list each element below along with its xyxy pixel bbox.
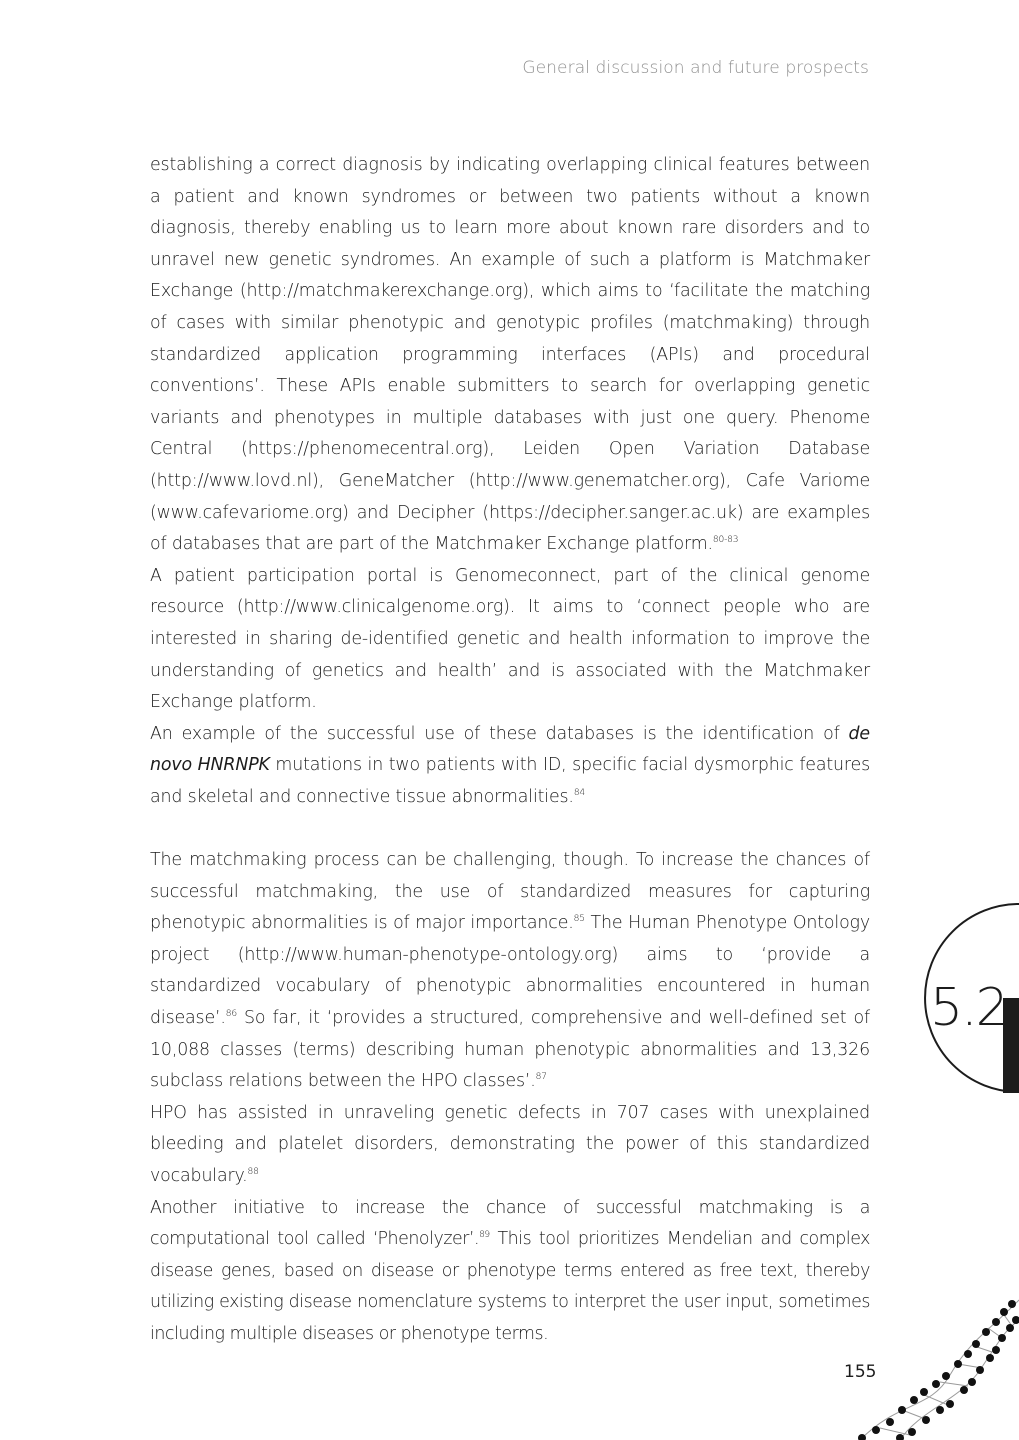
paragraph-text: HPO has assisted in unraveling genetic defects in 707 cases with unexplained bleeding and platelet disorders, demonstrating the power of this standardized vocabulary. [150,1102,870,1186]
reference-superscript: 87 [535,1072,547,1083]
paragraph-text: So far, it ‘provides a structured, comprehensive and well-defined set of 10,088 classes (terms) describing human phenotypic abnormalities and 13,326 subclass relations between the HPO classes’. [150,1008,870,1092]
paragraph-phenolyzer [150,1193,870,1351]
paragraph-text: This tool prioritizes Mendelian and complex disease genes, based on disease or phenotype terms entered as free text, thereby utilizing existing disease nomenclature systems to interpret the user input, sometimes including multiple diseases or phenotype terms. [150,1229,870,1344]
italic-gene-term: de novo HNRNPK [150,723,870,776]
paragraph-text: A patient participation portal is Genomeconnect, part of the clinical genome resource (http://www.clinicalgenome.org). It aims to ‘connect people who are interested in sharing de-identified genetic and health information to improve the understanding of genetics and health’ and is associated with the Matchmaker Exchange platform. [150,565,870,713]
paragraph-genomeconnect [150,561,870,719]
running-header: General discussion and future prospects [522,58,869,78]
reference-superscript: 85 [573,914,585,925]
paragraph-text: Another initiative to increase the chance of successful matchmaking is a computational tool called ‘Phenolyzer’. [150,1197,870,1250]
reference-superscript: 88 [247,1167,259,1177]
paragraph-text: The matchmaking process can be challenging, though. To increase the chances of successful matchmaking, the use of standardized measures for capturing phenotypic abnormalities is of major importance. [150,850,870,934]
chapter-number: 5.2 [930,978,1007,1038]
reference-superscript: 86 [225,1009,237,1020]
paragraph-hpo-bleeding [150,1098,870,1193]
paragraph-matchmaker-exchange [150,150,870,561]
paragraph-text: establishing a correct diagnosis by indicating overlapping clinical features between a patient and known syndromes or between two patients without a known diagnosis, thereby enabling us to learn more about known rare disorders and to unravel new genetic syndromes. An example of such a platform is Matchmaker Exchange (http://matchmakerexchange.org), which aims to ‘facilitate the matching of cases with similar phenotypic and genotypic profiles (matchmaking) through standardized application programming interfaces (APIs) and procedural conventions’. These APIs enable submitters to search for overlapping genetic variants and phenotypes in multiple databases with just one query. Phenome Central (https://phenomecentral.org), Leiden Open Variation Database (http://www.lovd.nl), GeneMatcher (http://www.genematcher.org), Cafe Variome (www.cafevariome.org) and Decipher (https://decipher.sanger.ac.uk) are examples of databases that are part of the Matchmaker Exchange platform. [150,155,870,555]
paragraph-hpo-project [150,845,870,1098]
reference-superscript: 89 [479,1230,490,1241]
reference-superscript: 80-83 [712,535,739,546]
paragraph-text: mutations in two patients with ID, specific facial dysmorphic features and skeletal and connective tissue abnormalities. [150,755,870,807]
paragraph-text: The Human Phenotype Ontology project (http://www.human-phenotype-ontology.org) aims to ‘provide a standardized vocabulary of phenotypic abnormalities encountered in human disease’. [150,913,870,1029]
paragraph-hnrnpk-example [150,719,870,814]
body-text [150,150,870,1351]
page-number: 155 [844,1362,877,1382]
reference-superscript: 84 [573,787,585,798]
dna-helix-icon [840,1290,1019,1440]
paragraph-text: An example of the successful use of these databases is the identification of [150,723,849,744]
